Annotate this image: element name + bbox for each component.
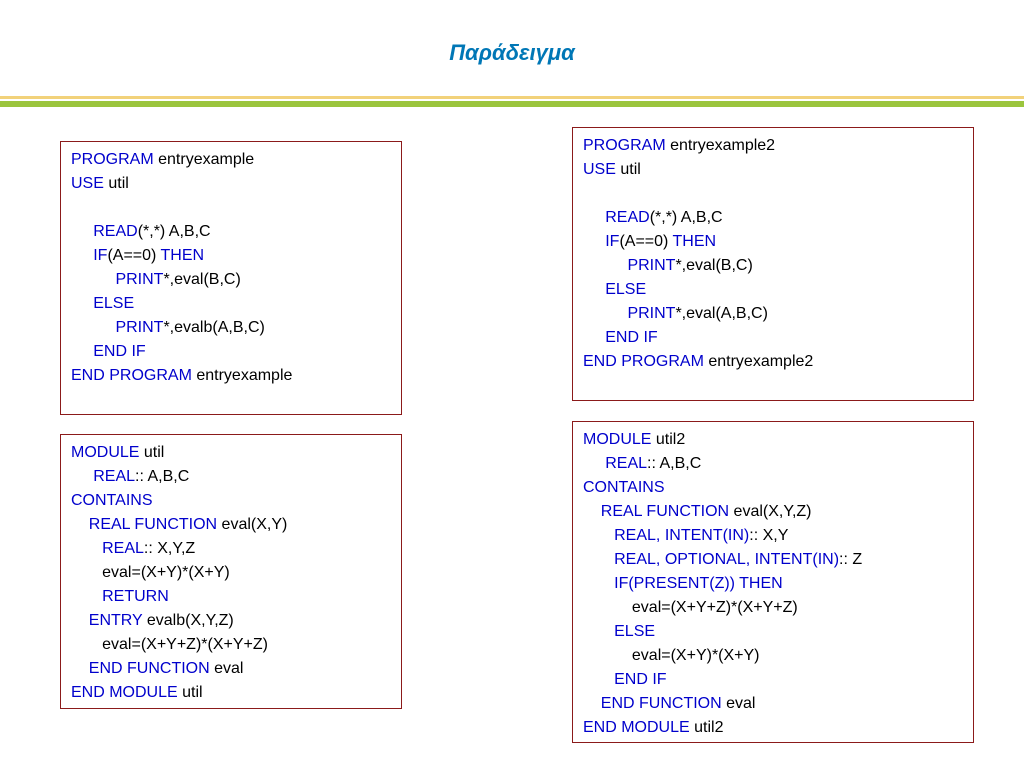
code-line bbox=[71, 268, 292, 292]
code-text bbox=[583, 329, 605, 346]
code-keyword: END IF bbox=[93, 343, 146, 360]
code-keyword: END PROGRAM bbox=[583, 353, 704, 370]
code-line bbox=[583, 158, 813, 182]
code-text: eval(X,Y,Z) bbox=[729, 503, 812, 520]
code-keyword: ENTRY bbox=[88, 612, 143, 629]
code-text bbox=[71, 588, 102, 605]
code-text: util bbox=[615, 161, 641, 178]
code-keyword: PRINT bbox=[627, 257, 676, 274]
code-text: :: Z bbox=[839, 551, 863, 568]
code-line bbox=[583, 716, 862, 740]
code-text bbox=[583, 695, 601, 712]
code-keyword: IF bbox=[93, 247, 108, 264]
code-text: eval=(X+Y)*(X+Y) bbox=[583, 647, 760, 664]
code-keyword: IF bbox=[605, 233, 620, 250]
code-text bbox=[583, 233, 605, 250]
code-keyword: END IF bbox=[614, 671, 667, 688]
code-line bbox=[71, 681, 287, 705]
code-text: entryexample2 bbox=[703, 353, 814, 370]
code-line bbox=[583, 692, 862, 716]
code-keyword: ELSE bbox=[614, 623, 656, 640]
code-line bbox=[71, 292, 292, 316]
code-line bbox=[71, 585, 287, 609]
code-keyword: THEN bbox=[672, 233, 717, 250]
code-line bbox=[71, 489, 287, 513]
code-text bbox=[71, 540, 102, 557]
code-line bbox=[71, 364, 292, 388]
code-line bbox=[583, 500, 862, 524]
code-keyword: PROGRAM bbox=[583, 137, 666, 154]
code-line bbox=[583, 254, 813, 278]
code-text: eval=(X+Y+Z)*(X+Y+Z) bbox=[583, 599, 798, 616]
code-line bbox=[71, 561, 287, 585]
divider-top bbox=[0, 96, 1024, 99]
code-line bbox=[583, 668, 862, 692]
code-text: :: A,B,C bbox=[647, 455, 702, 472]
code-text bbox=[71, 343, 93, 360]
code-text: evalb(X,Y,Z) bbox=[142, 612, 234, 629]
code-line bbox=[71, 633, 287, 657]
code-text: *,eval(A,B,C) bbox=[675, 305, 768, 322]
code-keyword: CONTAINS bbox=[583, 479, 665, 496]
code-lines bbox=[71, 148, 292, 388]
code-line bbox=[71, 244, 292, 268]
code-text bbox=[583, 575, 614, 592]
code-line bbox=[583, 524, 862, 548]
code-text bbox=[71, 223, 93, 240]
code-line bbox=[583, 134, 813, 158]
code-line bbox=[583, 572, 862, 596]
code-line bbox=[583, 230, 813, 254]
code-keyword: USE bbox=[583, 161, 616, 178]
code-line bbox=[71, 220, 292, 244]
code-text: entryexample bbox=[153, 151, 255, 168]
code-keyword: ELSE bbox=[605, 281, 647, 298]
code-text bbox=[71, 319, 115, 336]
code-text bbox=[71, 660, 89, 677]
code-text bbox=[583, 671, 614, 688]
code-keyword: REAL FUNCTION bbox=[600, 503, 730, 520]
code-text bbox=[583, 281, 605, 298]
code-text: entryexample2 bbox=[665, 137, 776, 154]
code-text bbox=[583, 305, 627, 322]
code-lines bbox=[583, 134, 813, 374]
code-keyword: ELSE bbox=[93, 295, 135, 312]
code-box-module-util2 bbox=[572, 421, 974, 743]
code-keyword: RETURN bbox=[102, 588, 169, 605]
code-line bbox=[71, 537, 287, 561]
code-box-program-entryexample bbox=[60, 141, 402, 415]
code-keyword: REAL, INTENT(IN) bbox=[614, 527, 750, 544]
code-lines bbox=[71, 441, 287, 705]
code-keyword: CONTAINS bbox=[71, 492, 153, 509]
code-text: eval bbox=[721, 695, 756, 712]
code-keyword: END FUNCTION bbox=[600, 695, 722, 712]
divider-bottom bbox=[0, 101, 1024, 107]
code-keyword: IF(PRESENT(Z)) THEN bbox=[614, 575, 783, 592]
code-text bbox=[583, 455, 605, 472]
code-text bbox=[583, 551, 614, 568]
code-box-module-util bbox=[60, 434, 402, 709]
code-text: (A==0) bbox=[107, 247, 161, 264]
code-line bbox=[583, 302, 813, 326]
code-text: *,eval(B,C) bbox=[675, 257, 753, 274]
code-line bbox=[583, 596, 862, 620]
code-text: (*,*) A,B,C bbox=[649, 209, 723, 226]
code-text: *,evalb(A,B,C) bbox=[163, 319, 265, 336]
code-line bbox=[71, 196, 292, 220]
code-line bbox=[583, 326, 813, 350]
slide-title: Παράδειγμα bbox=[449, 40, 575, 65]
code-keyword: END FUNCTION bbox=[88, 660, 210, 677]
code-text: eval=(X+Y+Z)*(X+Y+Z) bbox=[71, 636, 268, 653]
code-text bbox=[71, 295, 93, 312]
code-keyword: PRINT bbox=[627, 305, 676, 322]
code-text: util bbox=[177, 684, 203, 701]
code-line bbox=[71, 340, 292, 364]
code-text bbox=[583, 257, 627, 274]
code-text bbox=[71, 271, 115, 288]
code-text: util2 bbox=[651, 431, 686, 448]
code-line bbox=[71, 465, 287, 489]
code-keyword: REAL bbox=[93, 468, 136, 485]
code-text bbox=[71, 468, 93, 485]
code-text bbox=[583, 623, 614, 640]
code-lines bbox=[583, 428, 862, 740]
code-text bbox=[583, 503, 601, 520]
code-line bbox=[583, 278, 813, 302]
code-text: (*,*) A,B,C bbox=[137, 223, 211, 240]
code-line bbox=[583, 206, 813, 230]
code-line bbox=[583, 620, 862, 644]
code-text: :: X,Y bbox=[749, 527, 789, 544]
code-line bbox=[583, 644, 862, 668]
code-line bbox=[71, 657, 287, 681]
code-line bbox=[583, 350, 813, 374]
code-text: entryexample bbox=[191, 367, 293, 384]
code-keyword: MODULE bbox=[583, 431, 652, 448]
code-keyword: READ bbox=[605, 209, 650, 226]
code-line bbox=[583, 476, 862, 500]
code-line bbox=[71, 172, 292, 196]
code-line bbox=[583, 452, 862, 476]
code-keyword: PRINT bbox=[115, 319, 164, 336]
code-keyword: USE bbox=[71, 175, 104, 192]
code-text bbox=[71, 612, 89, 629]
code-keyword: PROGRAM bbox=[71, 151, 154, 168]
code-text: *,eval(B,C) bbox=[163, 271, 241, 288]
code-line bbox=[583, 182, 813, 206]
code-keyword: REAL FUNCTION bbox=[88, 516, 218, 533]
code-text: :: A,B,C bbox=[135, 468, 190, 485]
code-keyword: READ bbox=[93, 223, 138, 240]
code-line bbox=[583, 428, 862, 452]
code-text bbox=[583, 527, 614, 544]
code-keyword: THEN bbox=[160, 247, 205, 264]
code-text: eval(X,Y) bbox=[217, 516, 288, 533]
code-keyword: MODULE bbox=[71, 444, 140, 461]
code-keyword: REAL bbox=[102, 540, 144, 557]
code-box-program-entryexample2 bbox=[572, 127, 974, 401]
code-keyword: REAL bbox=[605, 455, 648, 472]
code-line bbox=[71, 441, 287, 465]
code-line bbox=[583, 548, 862, 572]
code-keyword: END IF bbox=[605, 329, 658, 346]
code-text: eval=(X+Y)*(X+Y) bbox=[71, 564, 230, 581]
code-keyword: END MODULE bbox=[583, 719, 690, 736]
code-text: (A==0) bbox=[619, 233, 673, 250]
code-keyword: END MODULE bbox=[71, 684, 178, 701]
code-line bbox=[71, 609, 287, 633]
code-text bbox=[71, 516, 89, 533]
code-line bbox=[71, 513, 287, 537]
code-keyword: REAL, OPTIONAL, INTENT(IN) bbox=[614, 551, 840, 568]
code-text bbox=[583, 209, 605, 226]
code-text: util bbox=[139, 444, 165, 461]
code-text: util bbox=[103, 175, 129, 192]
code-line bbox=[71, 316, 292, 340]
code-text bbox=[71, 247, 93, 264]
code-text: :: X,Y,Z bbox=[143, 540, 196, 557]
code-keyword: END PROGRAM bbox=[71, 367, 192, 384]
code-text: eval bbox=[209, 660, 244, 677]
code-line bbox=[71, 148, 292, 172]
code-text: util2 bbox=[689, 719, 724, 736]
code-keyword: PRINT bbox=[115, 271, 164, 288]
